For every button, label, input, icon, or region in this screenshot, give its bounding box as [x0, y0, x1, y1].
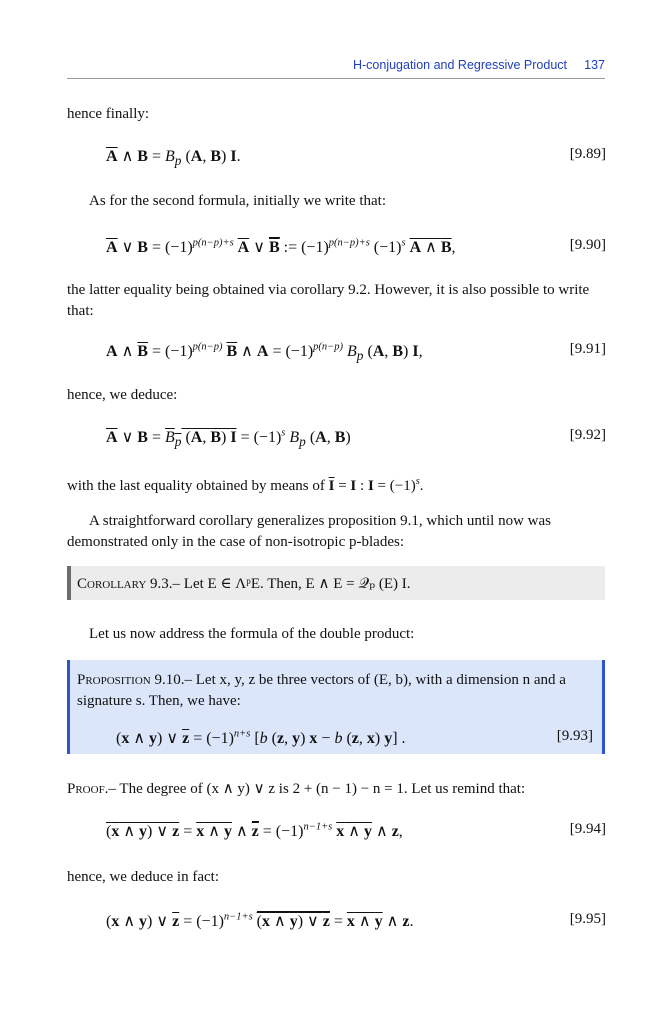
proof-text: The degree of (x ∧ y) ∨ z is 2 + (n − 1) − n = 1. Let us remind that: [119, 781, 526, 797]
paragraph-double-product: Let us now address the formula of the double product: [89, 626, 415, 642]
equation-number: [9.92] [569, 427, 606, 443]
equation-formula: $\overline{A}$ ∨ $B = (-1)^{p(n-p)+s}$ $\overline{A}$ ∨ $\overline{B}$ := $(-1)^{p(n-p)+s}$ $(-1)^s$ A ∧ B, [106, 237, 456, 256]
corollary-content [77, 574, 411, 593]
equation-number: [9.91] [569, 341, 606, 357]
equation-9-91 [106, 341, 606, 365]
corollary-box [67, 566, 605, 600]
paragraph-deduce-in-fact: hence, we deduce in fact: [67, 869, 219, 885]
proposition-left-border [67, 660, 70, 754]
proposition-text: Let x, y, z be three vectors of (E, b), with a dimension n and a signature s. Then, we have: [77, 672, 566, 709]
paragraph-corollary-intro: A straightforward corollary generalizes proposition 9.1, which until now was demonstrated only in the case of non-isotropic p-blades: [67, 513, 551, 550]
running-header [67, 58, 605, 79]
proposition-right-border [602, 660, 605, 754]
equation-formula: $\overline{A}$ ∨ $B = B_p$ (A, B) $I = (-1)^s$ $B_p$ (A, B) [106, 427, 351, 450]
page-number: 137 [584, 58, 605, 72]
paragraph-last-equality: with the last equality obtained by means of $\overline{I} = I$ : $I = (-1)^s$. [67, 476, 424, 494]
paragraph-latter-equality: the latter equality being obtained via corollary 9.2. However, it is also possible to write that: [67, 282, 590, 319]
equation-number: [9.89] [569, 146, 606, 162]
proposition-box [67, 660, 605, 754]
corollary-label: Corollary 9.3.– [77, 576, 181, 592]
equation-formula: (x ∧ y) ∨ $\overline{z} = (-1)^{n-1+s}$ (x ∧ y) ∨ z = x ∧ y ∧ z. [106, 911, 414, 930]
paragraph-we-deduce: hence, we deduce: [67, 387, 178, 403]
header-title: H-conjugation and Regressive Product [352, 58, 567, 72]
equation-9-92 [106, 427, 606, 451]
paragraph-second-formula: As for the second formula, initially we write that: [89, 193, 387, 209]
equation-9-89 [106, 146, 606, 170]
equation-number: [9.94] [569, 821, 606, 837]
equation-number: [9.95] [569, 911, 606, 927]
proof-label: Proof.– [67, 781, 116, 797]
paragraph-hence-finally: hence finally: [67, 106, 150, 122]
corollary-text: Let E ∈ ΛᵖE. Then, E ∧ E = 𝒬ₚ (E) I. [183, 576, 411, 592]
paragraph-proof [67, 779, 605, 800]
equation-formula: A ∧ $\overline{B} = (-1)^{p(n-p)}$ $\overline{B}$ ∧ $A = (-1)^{p(n-p)}$ $B_p$ (A, B) I, [106, 341, 423, 364]
equation-formula: (x ∧ y) ∨ $\overline{z} = (-1)^{n+s}$ [b (z, y) x − b (z, x) y] . [116, 728, 406, 747]
equation-9-90 [106, 237, 606, 261]
proposition-statement [77, 670, 593, 712]
equation-number: [9.90] [569, 237, 606, 253]
equation-9-95 [106, 911, 606, 935]
last-equality-text: with the last equality obtained by means of [67, 478, 325, 494]
equation-formula: $\overline{A}$ ∧ $B = B_p$ (A, B) I. [106, 148, 241, 169]
corollary-accent-bar [67, 566, 71, 600]
equation-9-93 [116, 728, 593, 748]
equation-formula: (x ∧ y) ∨ z = x ∧ y ∧ $\overline{z} = (-1)^{n-1+s}$ x ∧ y ∧ z, [106, 821, 403, 840]
equation-number: [9.93] [556, 728, 593, 744]
equation-9-94 [106, 821, 606, 845]
proposition-label: Proposition 9.10.– [77, 672, 192, 688]
